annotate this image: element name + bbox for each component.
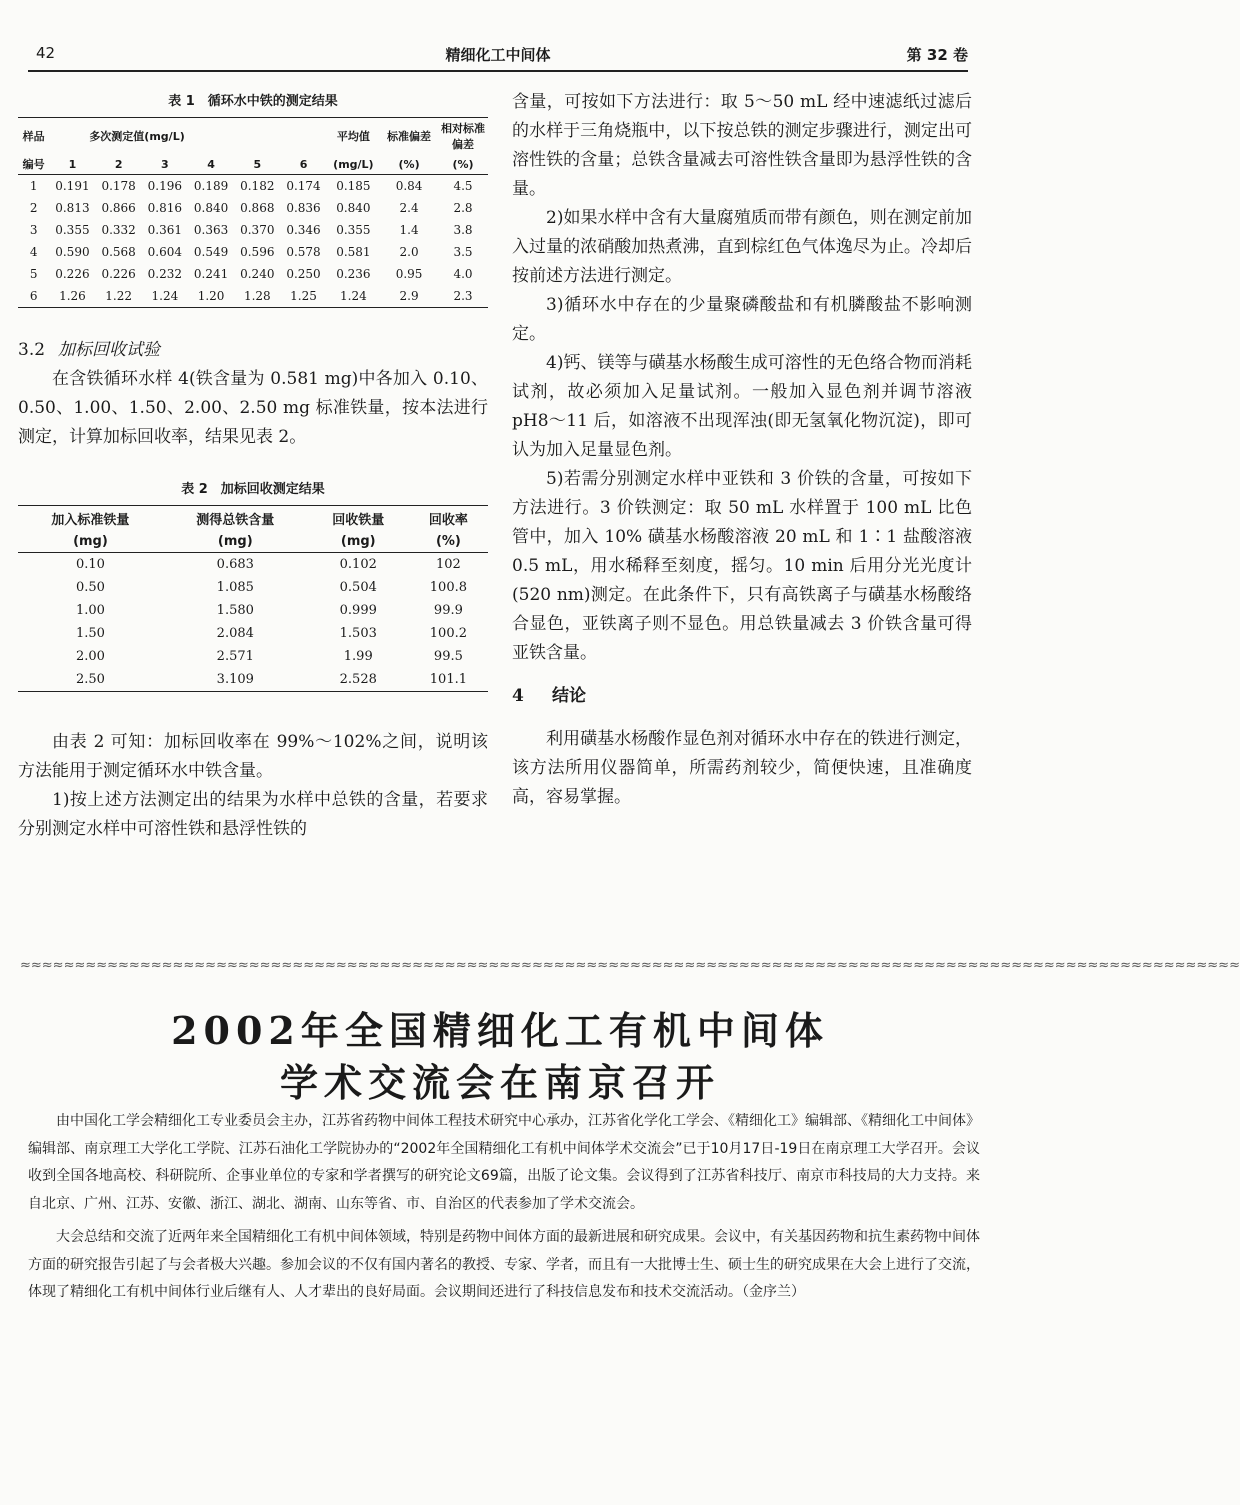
table-cell: 6 bbox=[18, 285, 49, 308]
table-cell: 1.50 bbox=[75, 626, 105, 641]
t1-head-col: 6 bbox=[280, 154, 326, 175]
table-cell: 1.4 bbox=[399, 223, 419, 237]
table2-row bbox=[18, 576, 488, 599]
t1-head-col: 2 bbox=[96, 154, 142, 175]
t2-head: 加入标准铁量 bbox=[18, 506, 163, 532]
table-cell: 1.25 bbox=[280, 285, 326, 308]
table2-caption: 表 2 加标回收测定结果 bbox=[181, 482, 325, 497]
table-cell: 3.8 bbox=[453, 223, 473, 237]
table-cell: 0.590 bbox=[55, 245, 90, 259]
section-3-2-paragraph: 在含铁循环水样 4(铁含量为 0.581 mg)中各加入 0.10、0.50、1.00、1.50、2.00、2.50 mg 标准铁量，按本法进行测定，计算加标回收率，结果见表 2。 bbox=[18, 369, 488, 447]
table-cell: 4.5 bbox=[453, 179, 473, 193]
table-cell: 0.102 bbox=[339, 557, 377, 572]
t2-head-unit: (%) bbox=[409, 531, 488, 553]
note-2-paragraph: 2)如果水样中含有大量腐殖质而带有颜色，则在测定前加入过量的浓硝酸加热煮沸，直到棕红色气体逸尽为止。冷却后按前述方法进行测定。 bbox=[512, 208, 972, 286]
table-cell: 2.3 bbox=[438, 285, 488, 308]
t1-head-mean-unit: (mg/L) bbox=[327, 154, 381, 175]
table-cell: 0.816 bbox=[147, 201, 183, 215]
table-cell: 1.20 bbox=[188, 285, 234, 308]
t1-head-group: 多次测定值(mg/L) bbox=[49, 118, 326, 155]
table-cell: 1 bbox=[29, 179, 38, 193]
table1-row bbox=[18, 285, 488, 308]
table-cell: 0.241 bbox=[193, 267, 229, 281]
table-cell: 0.226 bbox=[101, 267, 136, 281]
table2-summary-paragraph: 由表 2 可知：加标回收率在 99%～102%之间，说明该方法能用于测定循环水中铁含量。 bbox=[18, 732, 488, 781]
table-cell: 0.182 bbox=[240, 179, 275, 193]
section-number: 3.2 bbox=[18, 340, 46, 360]
table2-row bbox=[18, 553, 488, 577]
table-cell: 2.00 bbox=[75, 649, 105, 664]
table-cell: 1.085 bbox=[216, 580, 254, 595]
t2-head: 回收率 bbox=[409, 506, 488, 532]
table2-row bbox=[18, 599, 488, 622]
table-cell: 2.571 bbox=[216, 649, 254, 664]
section-4-paragraph: 利用磺基水杨酸作显色剂对循环水中存在的铁进行测定，该方法所用仪器简单，所需药剂较少，简便快速，且准确度高，容易掌握。 bbox=[512, 729, 972, 807]
left-column bbox=[18, 88, 488, 844]
news-body bbox=[28, 1108, 980, 1313]
table-cell: 0.10 bbox=[75, 557, 105, 572]
table2-row bbox=[18, 622, 488, 645]
t2-head: 测得总铁含量 bbox=[163, 506, 308, 532]
table-cell: 0.596 bbox=[240, 245, 275, 259]
section-title: 加标回收试验 bbox=[58, 340, 160, 360]
table-cell: 0.355 bbox=[55, 223, 90, 237]
t1-head-col: 1 bbox=[49, 154, 95, 175]
table1-caption: 表 1 循环水中铁的测定结果 bbox=[168, 94, 338, 109]
table-cell: 2.0 bbox=[399, 245, 419, 259]
table-cell: 0.578 bbox=[286, 245, 321, 259]
table-cell: 0.568 bbox=[101, 245, 136, 259]
table-cell: 0.346 bbox=[286, 223, 321, 237]
section-number: 4 bbox=[512, 686, 524, 706]
table-cell: 3 bbox=[29, 223, 38, 237]
t2-head: 回收铁量 bbox=[308, 506, 409, 532]
t1-head-mean: 平均值 bbox=[327, 118, 381, 155]
table-cell: 0.189 bbox=[193, 179, 229, 193]
table-cell: 0.581 bbox=[336, 245, 371, 259]
table1 bbox=[18, 117, 488, 308]
running-header bbox=[28, 40, 968, 66]
table-cell: 1.00 bbox=[75, 603, 105, 618]
table-cell: 99.5 bbox=[433, 649, 463, 664]
news-paragraph: 由中国化工学会精细化工专业委员会主办，江苏省药物中间体工程技术研究中心承办，江苏省化学化工学会、《精细化工》编辑部、《精细化工中间体》编辑部、南京理工大学化工学院、江苏石油化工学院协办的“2002年全国精细化工有机中间体学术交流会”已于10月17日-19日在南京理工大学召开。会议收到全国各地高校、科研院所、企事业单位的专家和学者撰写的研究论文69篇，出版了论文集。会议得到了江苏省科技厅、南京市科技局的大力支持。来自北京、广州、江苏、安徽、浙江、湖北、湖南、山东等省、市、自治区的代表参加了学术交流会。 bbox=[28, 1113, 980, 1212]
t1-head-rsd-unit: (%) bbox=[438, 154, 488, 175]
table-cell: 0.50 bbox=[75, 580, 105, 595]
table-cell: 0.226 bbox=[55, 267, 90, 281]
table-cell: 0.355 bbox=[336, 223, 371, 237]
table-cell: 100.8 bbox=[429, 580, 467, 595]
table-cell: 1.26 bbox=[49, 285, 95, 308]
t1-head-sd: 标准偏差 bbox=[380, 118, 438, 155]
table-cell: 0.866 bbox=[101, 201, 136, 215]
table-cell: 0.240 bbox=[240, 267, 275, 281]
table-cell: 0.999 bbox=[339, 603, 377, 618]
table-cell: 0.840 bbox=[193, 201, 229, 215]
table-cell: 1.22 bbox=[96, 285, 142, 308]
table-cell: 0.363 bbox=[193, 223, 229, 237]
t2-head-unit: (mg) bbox=[18, 531, 163, 553]
table-cell: 0.191 bbox=[55, 179, 90, 193]
table-cell: 2 bbox=[29, 201, 38, 215]
t2-head-unit: (mg) bbox=[163, 531, 308, 553]
t1-head-rsd: 相对标准偏差 bbox=[438, 118, 488, 155]
table-cell: 1.503 bbox=[339, 626, 377, 641]
table1-row bbox=[18, 219, 488, 241]
news-title-line-1: 2002年全国精细化工有机中间体 bbox=[171, 1008, 829, 1053]
table-cell: 0.840 bbox=[336, 201, 371, 215]
table-cell: 0.813 bbox=[55, 201, 90, 215]
section-3-2-heading bbox=[18, 336, 488, 365]
table-cell: 4 bbox=[29, 245, 38, 259]
table-cell: 0.604 bbox=[147, 245, 183, 259]
table-cell: 0.196 bbox=[147, 179, 183, 193]
table-cell: 0.95 bbox=[395, 267, 423, 281]
table-cell: 2.528 bbox=[308, 668, 409, 692]
header-rule bbox=[28, 70, 968, 72]
section-4-heading bbox=[512, 682, 972, 711]
table-cell: 101.1 bbox=[409, 668, 488, 692]
table1-row bbox=[18, 241, 488, 263]
table-cell: 99.9 bbox=[433, 603, 463, 618]
table-cell: 0.178 bbox=[101, 179, 136, 193]
t1-head-sample-2: 编号 bbox=[18, 154, 49, 175]
journal-title: 精细化工中间体 bbox=[445, 46, 551, 64]
t1-head-sd-unit: (%) bbox=[380, 154, 438, 175]
table1-row bbox=[18, 175, 488, 198]
table-cell: 100.2 bbox=[429, 626, 467, 641]
right-column bbox=[512, 88, 972, 812]
news-paragraph: 大会总结和交流了近两年来全国精细化工有机中间体领域，特别是药物中间体方面的最新进展和研究成果。会议中，有关基因药物和抗生素药物中间体方面的研究报告引起了与会者极大兴趣。参加会议的不仅有国内著名的教授、专家、学者，而且有一大批博士生、硕士生的研究成果在大会上进行了交流，体现了精细化工有机中间体行业后继有人、人才辈出的良好局面。会议期间还进行了科技信息发布和技术交流活动。（金序兰） bbox=[28, 1229, 980, 1300]
table-cell: 0.549 bbox=[193, 245, 229, 259]
table1-row bbox=[18, 263, 488, 285]
note-1-paragraph: 1)按上述方法测定出的结果为水样中总铁的含量，若要求分别测定水样中可溶性铁和悬浮性铁的 bbox=[18, 790, 488, 839]
table-cell: 0.504 bbox=[339, 580, 377, 595]
table-cell: 1.580 bbox=[216, 603, 254, 618]
table-cell: 0.361 bbox=[147, 223, 183, 237]
volume-label: 第 32 卷 bbox=[906, 46, 968, 64]
ornamental-divider: ≈≈≈≈≈≈≈≈≈≈≈≈≈≈≈≈≈≈≈≈≈≈≈≈≈≈≈≈≈≈≈≈≈≈≈≈≈≈≈≈≈≈≈≈≈≈≈≈≈≈≈≈≈≈≈≈≈≈≈≈≈≈≈≈≈≈≈≈≈≈≈≈≈≈≈≈≈≈≈≈≈≈≈≈≈≈≈≈≈≈≈≈≈≈≈≈≈≈≈≈≈≈≈≈≈≈≈≈≈≈≈≈ bbox=[20, 958, 1240, 973]
page-number: 42 bbox=[36, 44, 56, 62]
table-cell: 0.836 bbox=[286, 201, 321, 215]
table2-row bbox=[18, 668, 488, 692]
table-cell: 3.109 bbox=[163, 668, 308, 692]
t1-head-col: 5 bbox=[234, 154, 280, 175]
table-cell: 0.868 bbox=[240, 201, 275, 215]
table-cell: 102 bbox=[435, 557, 461, 572]
t1-head-col: 4 bbox=[188, 154, 234, 175]
table-cell: 0.250 bbox=[286, 267, 321, 281]
note-3-paragraph: 3)循环水中存在的少量聚磷酸盐和有机膦酸盐不影响测定。 bbox=[512, 295, 972, 344]
table-cell: 0.683 bbox=[216, 557, 254, 572]
table-cell: 3.5 bbox=[453, 245, 473, 259]
table-cell: 0.332 bbox=[101, 223, 136, 237]
table2 bbox=[18, 505, 488, 692]
section-title: 结论 bbox=[552, 686, 586, 706]
table-cell: 1.24 bbox=[327, 285, 381, 308]
table-cell: 1.28 bbox=[234, 285, 280, 308]
note-5-paragraph: 5)若需分别测定水样中亚铁和 3 价铁的含量，可按如下方法进行。3 价铁测定：取 50 mL 水样置于 100 mL 比色管中，加入 10% 磺基水杨酸溶液 20 mL 和 1∶1 盐酸溶液 0.5 mL，用水稀释至刻度，摇匀。10 min 后用分光光度计(520 nm)测定。在此条件下，只有高铁离子与磺基水杨酸络合显色，亚铁离子则不显色。用总铁量减去 3 价铁含量可得亚铁含量。 bbox=[512, 469, 972, 663]
table-cell: 2.8 bbox=[453, 201, 473, 215]
t2-head-unit: (mg) bbox=[308, 531, 409, 553]
table-cell: 5 bbox=[29, 267, 38, 281]
note-4-paragraph: 4)钙、镁等与磺基水杨酸生成可溶性的无色络合物而消耗试剂，故必须加入足量试剂。一般加入显色剂并调节溶液 pH8～11 后，如溶液不出现浑浊(即无氢氧化物沉淀)，即可认为加入足量显色剂。 bbox=[512, 353, 972, 460]
table-cell: 0.232 bbox=[147, 267, 183, 281]
table-cell: 0.370 bbox=[240, 223, 275, 237]
table-cell: 0.185 bbox=[336, 179, 371, 193]
t1-head-col: 3 bbox=[142, 154, 188, 175]
table-cell: 2.9 bbox=[380, 285, 438, 308]
table-cell: 2.50 bbox=[18, 668, 163, 692]
table1-row bbox=[18, 197, 488, 219]
table-cell: 0.174 bbox=[286, 179, 321, 193]
table-cell: 1.99 bbox=[343, 649, 373, 664]
table-cell: 1.24 bbox=[142, 285, 188, 308]
t1-head-sample: 样品 bbox=[18, 118, 49, 155]
table2-row bbox=[18, 645, 488, 668]
note-1-continued: 含量，可按如下方法进行：取 5～50 mL 经中速滤纸过滤后的水样于三角烧瓶中，以下按总铁的测定步骤进行，测定出可溶性铁的含量；总铁含量减去可溶性铁含量即为悬浮性铁的含量。 bbox=[512, 92, 972, 199]
table-cell: 2.084 bbox=[216, 626, 254, 641]
table-cell: 0.236 bbox=[336, 267, 371, 281]
news-title-line-2: 学术交流会在南京召开 bbox=[279, 1060, 720, 1105]
table-cell: 4.0 bbox=[453, 267, 473, 281]
table-cell: 0.84 bbox=[395, 179, 423, 193]
table-cell: 2.4 bbox=[399, 201, 419, 215]
